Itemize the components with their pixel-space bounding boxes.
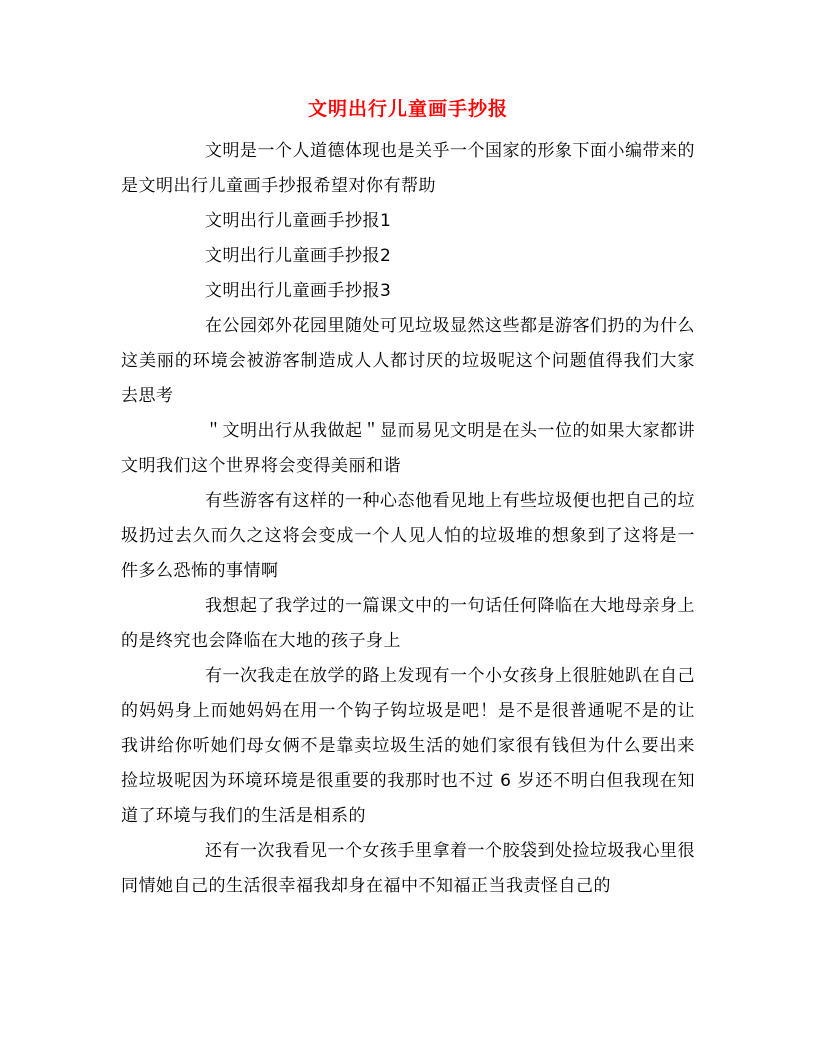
paragraph-story-1: 有一次我走在放学的路上发现有一个小女孩身上很脏她趴在自己的妈妈身上而她妈妈在用一个钩子钩垃圾是吧！是不是很普通呢不是的让我讲给你听她们母女俩不是靠卖垃圾生活的她们家很有钱但为什么要出来捡垃圾呢因为环境环境是很重要的我那时也不过 6 岁还不明白但我现在知道了环境与我们的生活是相系的 <box>121 666 695 826</box>
paragraph-intro: 文明是一个人道德体现也是关乎一个国家的形象下面小编带来的是文明出行儿童画手抄报希望对你有帮助 <box>121 141 695 196</box>
paragraph-item-3: 文明出行儿童画手抄报3 <box>205 281 392 301</box>
paragraph-item-1: 文明出行儿童画手抄报1 <box>205 211 392 231</box>
document-body <box>121 134 695 904</box>
paragraph-quote: 我想起了我学过的一篇课文中的一句话任何降临在大地母亲身上的是终究也会降临在大地的孩子身上 <box>121 596 695 651</box>
paragraph-tourists: 有些游客有这样的一种心态他看见地上有些垃圾便也把自己的垃圾扔过去久而久之这将会变成一个人见人怕的垃圾堆的想象到了这将是一件多么恐怖的事情啊 <box>121 491 695 581</box>
paragraph-story-2: 还有一次我看见一个女孩手里拿着一个胶袋到处捡垃圾我心里很同情她自己的生活很幸福我却身在福中不知福正当我责怪自己的 <box>121 841 695 896</box>
paragraph-slogan: ＂文明出行从我做起＂显而易见文明是在头一位的如果大家都讲文明我们这个世界将会变得美丽和谐 <box>121 421 695 476</box>
paragraph-item-2: 文明出行儿童画手抄报2 <box>205 246 392 266</box>
paragraph-park: 在公园郊外花园里随处可见垃圾显然这些都是游客们扔的为什么这美丽的环境会被游客制造成人人都讨厌的垃圾呢这个问题值得我们大家去思考 <box>121 316 695 406</box>
document-title: 文明出行儿童画手抄报 <box>307 98 508 120</box>
